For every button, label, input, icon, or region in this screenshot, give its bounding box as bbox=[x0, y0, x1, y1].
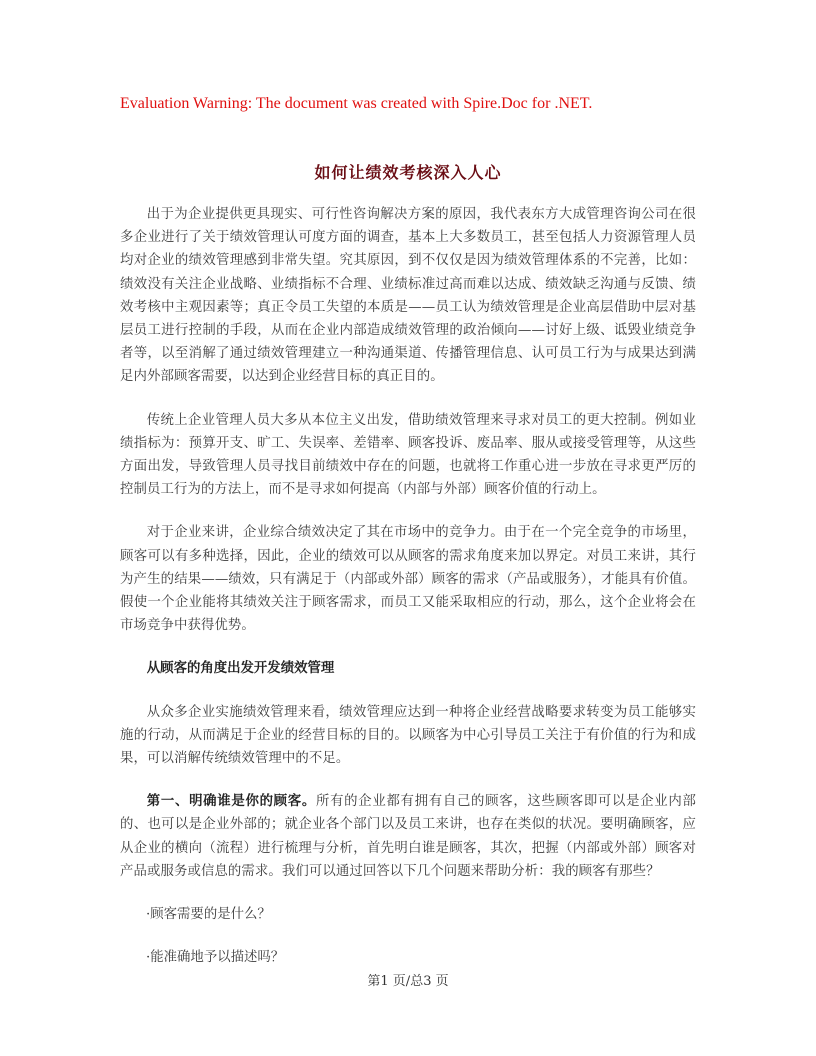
section-heading: 从顾客的角度出发开发绩效管理 bbox=[146, 660, 335, 677]
bullet-item: ·顾客需要的是什么？ bbox=[146, 907, 271, 923]
evaluation-warning: Evaluation Warning: The document was created with Spire.Doc for .NET. bbox=[120, 95, 593, 112]
document-body bbox=[120, 203, 696, 989]
paragraph-3: 对于企业来讲，企业综合绩效决定了其在市场中的竞争力。由于在一个完全竞争的市场里，顾客可以有多种选择，因此，企业的绩效可以从顾客的需求角度来加以界定。对员工来讲，其行为产生的结果——绩效，只有满足于（内部或外部）顾客的需求（产品或服务），才能具有价值。假使一个企业能将其绩效关注于顾客需求，而员工又能采取相应的行动，那么，这个企业将会在市场竞争中获得优势。 bbox=[120, 525, 696, 634]
paragraph-5 bbox=[120, 790, 696, 883]
paragraph-4: 从众多企业实施绩效管理来看，绩效管理应达到一种将企业经营战略要求转变为员工能够实施的行动，从而满足于企业的经营目标的目的。以顾客为中心引导员工关注于有价值的行为和成果，可以消解传统绩效管理中的不足。 bbox=[120, 704, 696, 767]
paragraph-5-lead: 第一、明确谁是你的顾客。 bbox=[146, 793, 316, 810]
bullet-item: ·能准确地予以描述吗？ bbox=[146, 950, 285, 966]
paragraph-2: 传统上企业管理人员大多从本位主义出发，借助绩效管理来寻求对员工的更大控制。例如业绩指标为：预算开支、旷工、失误率、差错率、顾客投诉、废品率、服从或接受管理等，从这些方面出发，导致管理人员寻找目前绩效中存在的问题，也就将工作重心进一步放在寻求更严厉的控制员工行为的方法上，而不是寻求如何提高（内部与外部）顾客价值的行动上。 bbox=[120, 412, 696, 498]
paragraph-1: 出于为企业提供更具现实、可行性咨询解决方案的原因，我代表东方大成管理咨询公司在很多企业进行了关于绩效管理认可度方面的调查，基本上大多数员工，甚至包括人力资源管理人员均对企业的绩效管理感到非常失望。究其原因，到不仅仅是因为绩效管理体系的不完善，比如：绩效没有关注企业战略、业绩指标不合理、业绩标准过高而难以达成、绩效缺乏沟通与反馈、绩效考核中主观因素等；真正令员工失望的本质是——员工认为绩效管理是企业高层借助中层对基层员工进行控制的手段，从而在企业内部造成绩效管理的政治倾向——讨好上级、诋毁业绩竞争者等，以至消解了通过绩效管理建立一种沟通渠道、传播管理信息、认可员工行为与成果达到满足内外部顾客需要，以达到企业经营目标的真正目的。 bbox=[120, 207, 696, 385]
paragraph-5-text: 所有的企业都有拥有自己的顾客，这些顾客即可以是企业内部的、也可以是企业外部的；就企业各个部门以及员工来讲，也存在类似的状况。要明确顾客，应从企业的横向（流程）进行梳理与分析，首先明白谁是顾客，其次，把握（内部或外部）顾客对产品或服务或信息的需求。我们可以通过回答以下几个问题来帮助分析：我的顾客有那些？ bbox=[120, 794, 696, 879]
page-footer: 第1 页/总3 页 bbox=[367, 974, 449, 989]
document-title: 如何让绩效考核深入人心 bbox=[314, 163, 502, 182]
